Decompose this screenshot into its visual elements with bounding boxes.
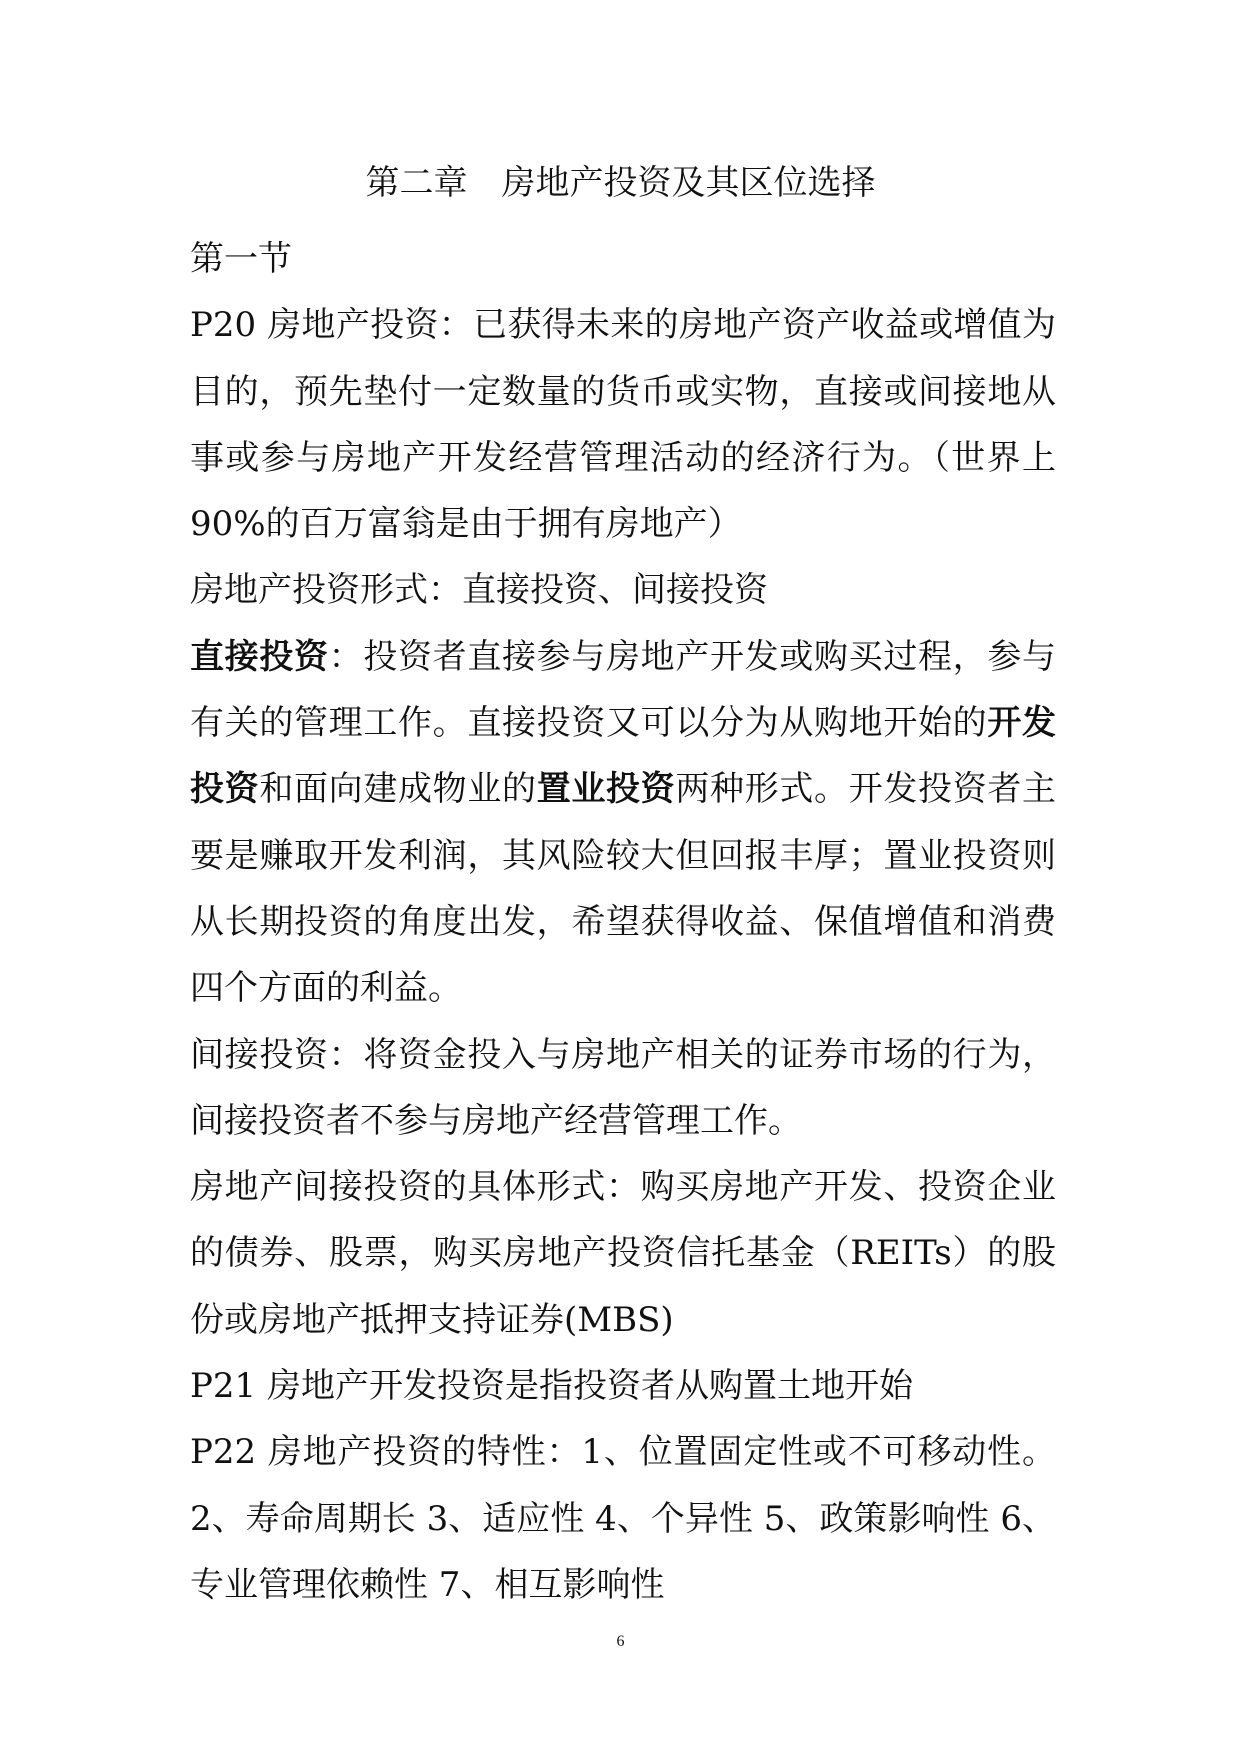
direct-investment-text-1: ：投资者直接参与房地产开发或购买过程，参与有关的管理工作。直接投资又可以分为从购地开始的	[190, 636, 1057, 744]
direct-investment-text-3: 两种形式。开发投资者主要是赚取开发利润，其风险较大但回报丰厚；置业投资则从长期投资的角度出发，希望获得收益、保值增值和消费四个方面的利益。	[190, 769, 1057, 1009]
indirect-investment-paragraph: 间接投资：将资金投入与房地产相关的证券市场的行为，间接投资者不参与房地产经营管理工作。	[190, 1034, 1056, 1141]
p20-definition-paragraph: P20 房地产投资：已获得未来的房地产资产收益或增值为目的，预先垫付一定数量的货币或实物，直接或间接地从事或参与房地产开发经营管理活动的经济行为。（世界上 90%的百万富翁是由于拥有房地产）	[190, 305, 1056, 545]
direct-investment-text-2: 和面向建成物业的	[259, 769, 537, 810]
direct-investment-term: 直接投资	[190, 636, 329, 677]
indirect-forms-paragraph: 房地产间接投资的具体形式：购买房地产开发、投资企业的债券、股票，购买房地产投资信托基金（REITs）的股份或房地产抵押支持证券(MBS)	[190, 1167, 1056, 1340]
document-body	[190, 226, 1056, 1618]
investment-forms-paragraph: 房地产投资形式：直接投资、间接投资	[190, 570, 768, 611]
page-number: 6	[616, 1633, 625, 1650]
section-title: 第一节	[190, 239, 292, 279]
chapter-title: 第二章 房地产投资及其区位选择	[365, 163, 876, 203]
development-investment-term: 开发投资	[190, 703, 1057, 810]
p21-paragraph: P21 房地产开发投资是指投资者从购置土地开始	[190, 1366, 913, 1407]
direct-investment-paragraph	[190, 624, 1056, 1022]
property-investment-term: 置业投资	[536, 769, 676, 810]
p22-paragraph: P22 房地产投资的特性：1、位置固定性或不可移动性。2、寿命周期长 3、适应性 4、个异性 5、政策影响性 6、专业管理依赖性 7、相互影响性	[190, 1432, 1056, 1605]
